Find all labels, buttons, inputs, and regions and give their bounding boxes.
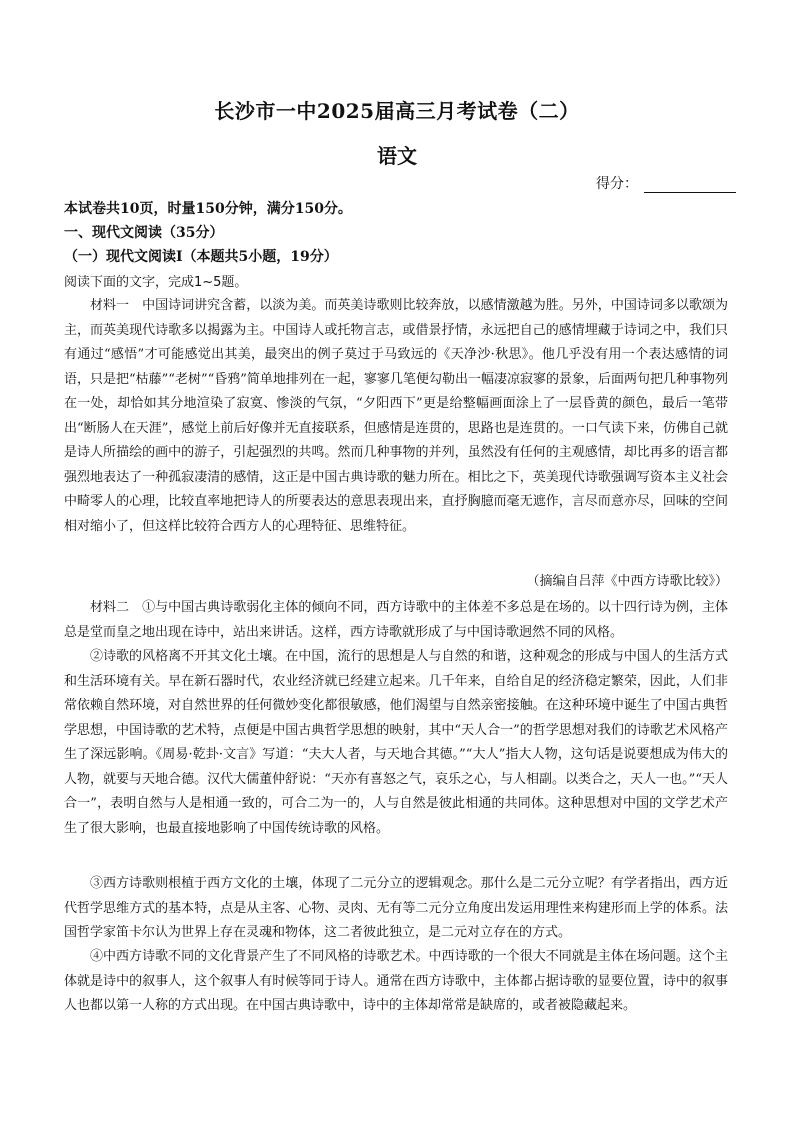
material-two-paragraph-4: ④中西方诗歌不同的文化背景产生了不同风格的诗歌艺术。中西诗歌的一个很大不同就是主体在场问题。这个主体就是诗中的叙事人，这个叙事人有时候等同于诗人。通常在西方诗歌中，主体都占据诗歌的显要位置，诗中的叙事人也都以第一人称的方式出现。在中国古典诗歌中，诗中的主体却常常是缺席的，或者被隐藏起来。: [64, 949, 728, 1013]
exam-title: 长沙市一中2025届高三月考试卷（二）: [214, 99, 580, 123]
material-two-paragraph-1: 材料二 ①与中国古典诗歌弱化主体的倾向不同，西方诗歌中的主体差不多总是在场的。以十四行诗为例，主体总是堂而皇之地出现在诗中，站出来讲话。这样，西方诗歌就形成了与中国诗歌迥然不同的风格。: [64, 600, 728, 640]
section-heading: 一、现代文阅读（35分）: [64, 225, 224, 241]
subject-title: 语文: [377, 144, 417, 168]
subsection-heading: （一）现代文阅读Ⅰ（本题共5小题，19分）: [64, 249, 338, 265]
reading-instruction: 阅读下面的文字，完成1~5题。: [64, 275, 248, 290]
exam-info: 本试卷共10页，时量150分钟，满分150分。: [64, 201, 352, 217]
score-label: 得分：: [596, 176, 638, 192]
material-two-paragraph-3: ③西方诗歌则根植于西方文化的土壤，体现了二元分立的逻辑观念。那什么是二元分立呢？有学者指出，西方近代哲学思维方式的基本特，点是从主客、心物、灵肉、无有等二元分立角度出发运用理性来构建形而上学的体系。法国哲学家笛卡尔认为世界上存在灵魂和物体，这二者彼此独立，是二元对立存在的方式。: [64, 876, 728, 940]
material-one-citation: （摘编自吕萍《中西方诗歌比较》）: [526, 574, 728, 589]
material-one-paragraph: 材料一 中国诗词讲究含蓄，以淡为美。而英美诗歌则比较奔放，以感情激越为胜。另外，中国诗词多以歌颂为主，而英美现代诗歌多以揭露为主。中国诗人或托物言志，或借景抒情，永远把自己的感情埋藏于诗词之中，我们只有通过“感悟”才可能感觉出其美，最突出的例子莫过于马致远的《天净沙·秋思》。他几乎没有用一个表达感情的词语，只是把“枯藤”“老树”“昏鸦”简单地排列在一起，寥寥几笔便勾勒出一幅凄凉寂寥的景象，后面两句把几种事物列在一处，却恰如其分地渲染了寂寞、惨淡的气氛，“夕阳西下”更是给整幅画面涂上了一层昏黄的颜色，最后一笔带出“断肠人在天涯”，感觉上前后好像并无直接联系，但感情是连贯的，思路也是连贯的。一口气读下来，仿佛自己就是诗人所描绘的画中的游子，引起强烈的共鸣。然而几种事物的并列，虽然没有任何的主观感情，却比再多的语言都强烈地表达了一种孤寂凄清的感情，这正是中国古典诗歌的魅力所在。相比之下，英美现代诗歌强调写资本主义社会中畸零人的心理，比较直率地把诗人的所要表达的意思表现出来，直抒胸臆而毫无遮作，言尽而意亦尽，回味的空间相对缩小了，但这样比较符合西方人的心理特征、思维特征。: [64, 298, 728, 534]
score-blank-line: [644, 177, 736, 193]
score-field: [596, 173, 736, 193]
material-two-paragraph-2: ②诗歌的风格离不开其文化土壤。在中国，流行的思想是人与自然的和谐，这种观念的形成与中国人的生活方式和生活环境有关。早在新石器时代，农业经济就已经建立起来。几千年来，自给自足的经济稳定繁荣，因此，人们非常依赖自然环境，对自然世界的任何微妙变化都很敏感，他们渴望与自然亲密接触。在这种环境中诞生了中国古典哲学思想，中国诗歌的艺术特，点便是中国古典哲学思想的映射，其中“天人合一”的哲学思想对我们的诗歌艺术风格产生了深远影响。《周易·乾卦·文言》写道：“夫大人者，与天地合其德。”“大人”指大人物，这句话是说要想成为伟大的人物，就要与天地合德。汉代大儒董仲舒说：“天亦有喜怒之气，哀乐之心，与人相副。以类合之，天人一也。”“天人合一”，表明自然与人是相通一致的，可合二为一的，人与自然是彼此相通的共同体。这种思想对中国的文学艺术产生了很大影响，也最直接地影响了中国传统诗歌的风格。: [64, 649, 728, 836]
